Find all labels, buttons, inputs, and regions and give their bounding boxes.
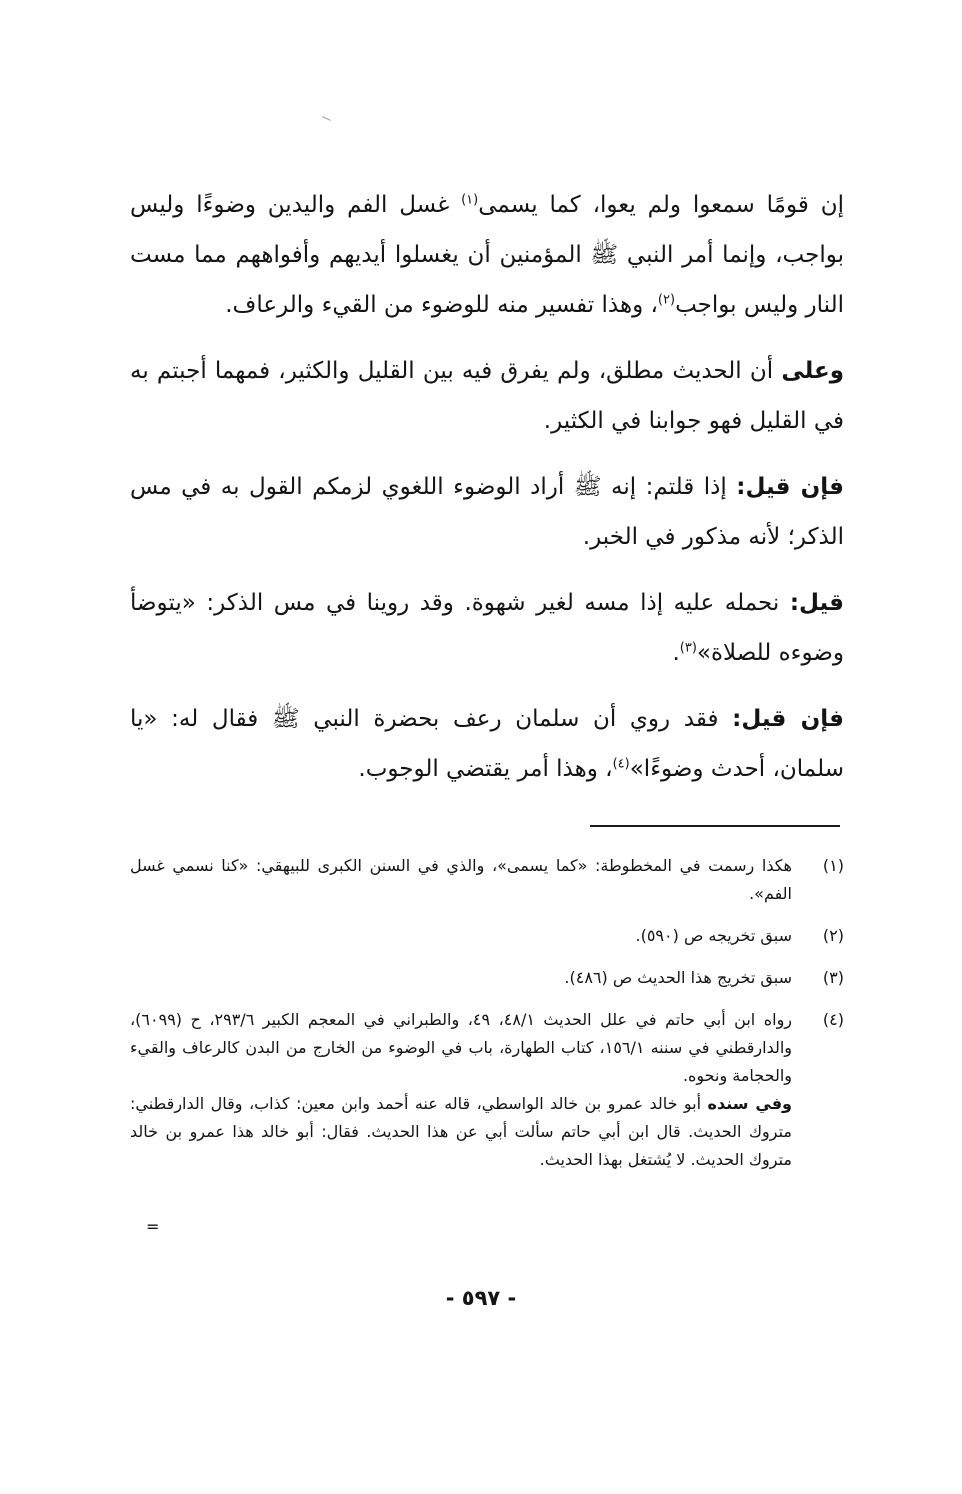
paragraph-2-lead: وعلى — [781, 358, 844, 384]
footnote-ref-4: (٤) — [612, 756, 630, 772]
paragraph-1-text-2: غسل الفم واليدين وضوءًا وليس بواجب، وإنما أمر النبي ﷺ المؤمنين أن يغسلوا أيديهم وأفواههم مما مست النار وليس بواجب — [130, 192, 844, 318]
paragraph-1-text-1: إن قومًا سمعوا ولم يعوا، كما يسمى — [478, 192, 845, 218]
footnote-1 — [130, 852, 844, 908]
footnote-number: (١) — [822, 856, 844, 875]
paragraph-1-text-3: ، وهذا تفسير منه للوضوء من القيء والرعاف. — [225, 292, 658, 318]
paragraph-4-lead: قيل: — [789, 590, 844, 616]
footnote-text: سبق تخريجه ص (٥٩٠). — [635, 926, 792, 945]
footnote-number: (٣) — [822, 968, 844, 987]
paragraph-4-text-1: نحمله عليه إذا مسه لغير شهوة. وقد روينا في مس الذكر: «يتوضأ وضوءه للصلاة» — [130, 590, 844, 666]
stray-mark — [322, 116, 331, 121]
main-text — [130, 180, 844, 810]
footnote-text: هكذا رسمت في المخطوطة: «كما يسمى»، والذي في السنن الكبرى للبيهقي: «كنا نسمي غسل الفم». — [130, 856, 792, 903]
paragraph-3-lead: فإن قيل: — [736, 474, 844, 500]
footnote-body — [130, 1006, 792, 1174]
footnote-ref-1: (١) — [461, 192, 479, 208]
footnote-3 — [130, 964, 844, 992]
footnote-4 — [130, 1006, 844, 1174]
footnote-extra-text: أبو خالد عمرو بن خالد الواسطي، قاله عنه أحمد وابن معين: كذاب، وقال الدارقطني: متروك الحديث. قال ابن أبي حاتم سألت أبي عن هذا الحديث. فقال: أبو خالد هذا عمرو بن خالد متروك الحديث. لا يُشتغل بهذا الحديث. — [130, 1094, 792, 1169]
footnote-extra-lead: وفي سنده — [707, 1094, 792, 1113]
paragraph-1 — [130, 180, 844, 330]
footnote-number: (٢) — [822, 926, 844, 945]
paragraph-5-text-1: فقد روي أن سلمان رعف بحضرة النبي ﷺ فقال له: «يا سلمان، أحدث وضوءًا» — [130, 706, 844, 782]
paragraph-4 — [130, 578, 844, 678]
footnote-ref-2: (٢) — [657, 292, 676, 308]
footnote-ref-3: (٣) — [679, 640, 697, 656]
footnote-number: (٤) — [822, 1010, 844, 1029]
paragraph-2 — [130, 346, 844, 446]
paragraph-2-text: أن الحديث مطلق، ولم يفرق فيه بين القليل والكثير، فمهما أجبتم به في القليل فهو جوابنا في الكثير. — [130, 358, 844, 434]
paragraph-3 — [130, 462, 844, 562]
paragraph-5 — [130, 694, 844, 794]
footnote-text: رواه ابن أبي حاتم في علل الحديث ٤٨/١، ٤٩، والطبراني في المعجم الكبير ٢٩٣/٦، ح (٦٠٩٩)، والدارقطني في سننه ١٥٦/١، كتاب الطهارة، باب في الوضوء من الخارج من البدن كالرعاف والقيء والحجامة ونحوه. — [130, 1010, 793, 1085]
paragraph-4-text-2: . — [672, 640, 680, 666]
footnote-2 — [130, 922, 844, 950]
footnote-body — [130, 964, 792, 992]
footnotes — [130, 852, 844, 1188]
footnote-body — [130, 922, 792, 950]
paragraph-5-text-2: ، وهذا أمر يقتضي الوجوب. — [358, 756, 613, 782]
footnote-extra — [130, 1090, 792, 1174]
paragraph-5-lead: فإن قيل: — [732, 706, 844, 732]
footnote-divider — [590, 825, 840, 827]
paragraph-3-text: إذا قلتم: إنه ﷺ أراد الوضوء اللغوي لزمكم القول به في مس الذكر؛ لأنه مذكور في الخبر. — [130, 474, 844, 550]
footnote-text: سبق تخريج هذا الحديث ص (٤٨٦). — [564, 968, 792, 987]
continuation-mark: = — [146, 1217, 160, 1236]
footnote-body — [130, 852, 792, 908]
page-number: - ٥٩٧ - — [445, 1286, 517, 1310]
